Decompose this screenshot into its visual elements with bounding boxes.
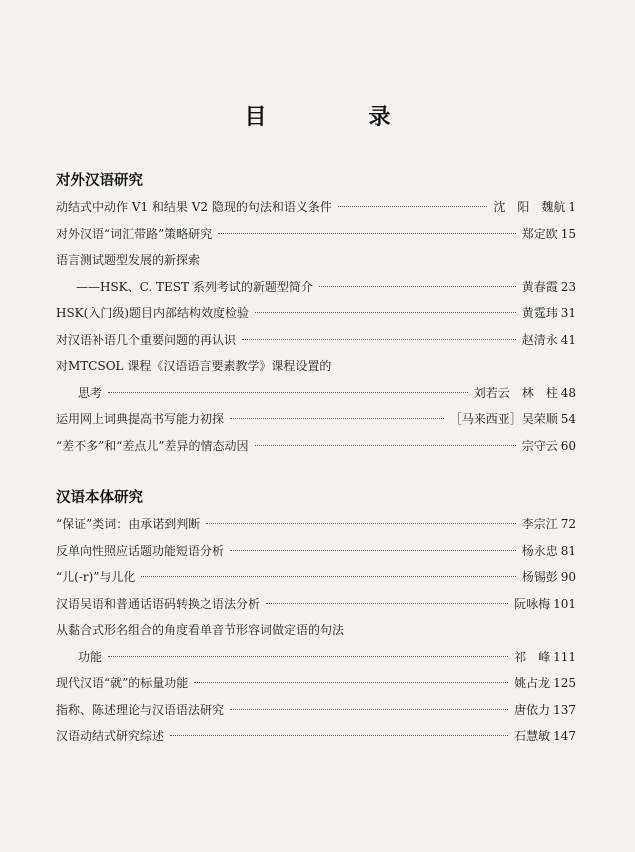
- dot-leader: [194, 682, 508, 683]
- dot-leader: [218, 233, 515, 234]
- entry-title: 指称、陈述理论与汉语语法研究: [56, 702, 225, 717]
- toc-entry-continuation[interactable]: [56, 380, 576, 407]
- section-heading: 对外汉语研究: [56, 173, 143, 189]
- dot-leader: [338, 206, 487, 207]
- entry-author: ［马来西亚］吴荣顺: [449, 412, 558, 426]
- entry-title: 现代汉语“就”的标量功能: [56, 676, 189, 690]
- toc-entry[interactable]: [56, 221, 576, 248]
- toc-entry[interactable]: [56, 670, 576, 697]
- entry-author: 郑定欧: [521, 226, 558, 241]
- entry-title: “差不多”和“差点儿”差异的情态动因: [56, 438, 249, 453]
- dot-leader: [108, 392, 468, 393]
- toc-entry[interactable]: [56, 697, 576, 724]
- entry-page: 81: [560, 543, 576, 558]
- entry-page: 48: [560, 385, 576, 400]
- entry-author: 黄霆玮: [521, 306, 558, 320]
- toc-entry[interactable]: [56, 194, 576, 221]
- dot-leader: [230, 418, 444, 419]
- toc-entry-first-line[interactable]: [56, 617, 576, 644]
- dot-leader: [206, 523, 515, 524]
- toc-entry[interactable]: [56, 723, 576, 750]
- entry-title: 对汉语补语几个重要问题的再认识: [56, 332, 237, 347]
- toc-entry[interactable]: [56, 564, 576, 591]
- entry-author: 李宗江: [521, 517, 558, 531]
- dot-leader: [108, 656, 508, 657]
- entry-page: 101: [553, 596, 576, 611]
- entry-title: 对外汉语“词汇带路”策略研究: [56, 226, 213, 241]
- entry-page: 15: [560, 226, 576, 241]
- dot-leader: [242, 339, 516, 340]
- entry-page: 111: [553, 649, 576, 664]
- toc-entry-first-line[interactable]: [56, 353, 576, 380]
- entry-title-continued: 功能: [78, 649, 103, 664]
- entry-title: 从黏合式形名组合的角度看单音节形容词做定语的句法: [56, 623, 345, 637]
- page-title: 目 录: [244, 105, 431, 130]
- entry-title: 语言测试题型发展的新探索: [56, 253, 201, 267]
- entry-title: 对MTCSOL 课程《汉语语言要素教学》课程设置的: [56, 359, 332, 373]
- entry-page: 72: [560, 517, 576, 531]
- entry-page: 1: [568, 200, 576, 214]
- dot-leader: [255, 445, 516, 446]
- entry-page: 41: [560, 332, 576, 347]
- entry-title-continued: 思考: [78, 385, 103, 400]
- entry-author: 杨永忠: [521, 543, 558, 558]
- dot-leader: [266, 603, 508, 604]
- entry-page: 125: [553, 676, 576, 690]
- dot-leader: [319, 286, 516, 287]
- entry-author: 刘若云 林 柱: [473, 385, 558, 400]
- entry-page: 23: [560, 279, 576, 294]
- entry-page: 90: [560, 570, 576, 584]
- entry-page: 54: [560, 412, 576, 426]
- toc-entry-first-line[interactable]: [56, 247, 576, 274]
- section-heading: 汉语本体研究: [56, 490, 143, 506]
- entry-page: 60: [560, 438, 576, 453]
- entry-page: 137: [553, 702, 576, 717]
- entry-subtitle: ——HSK、C. TEST 系列考试的新题型简介: [76, 279, 313, 294]
- entry-author: 杨锡彭: [521, 570, 558, 584]
- dot-leader: [230, 550, 516, 551]
- entry-author: 阮咏梅: [514, 596, 551, 611]
- entry-author: 石慧敏: [514, 729, 551, 743]
- entry-author: 姚占龙: [514, 676, 551, 690]
- entry-author: 赵清永: [521, 332, 558, 347]
- toc-entry-continuation[interactable]: [56, 274, 576, 301]
- entry-author: 唐依力: [514, 702, 551, 717]
- toc-entry[interactable]: [56, 433, 576, 460]
- dot-leader: [170, 735, 508, 736]
- entry-title: 汉语动结式研究综述: [56, 729, 165, 743]
- section-foreign-language-research: [56, 168, 576, 459]
- entry-author: 沈 阳 魏航: [493, 200, 566, 214]
- toc-entry[interactable]: [56, 406, 576, 433]
- entry-title: 汉语吴语和普通话语码转换之语法分析: [56, 596, 261, 611]
- dot-leader: [230, 709, 508, 710]
- entry-author: 黄春霞: [521, 279, 558, 294]
- entry-author: 祁 峰: [514, 649, 551, 664]
- toc-entry[interactable]: [56, 538, 576, 565]
- section-chinese-ontology-research: [56, 485, 576, 750]
- dot-leader: [141, 576, 515, 577]
- entry-author: 宗守云: [521, 438, 558, 453]
- entry-title: HSK(入门级)题目内部结构效度检验: [56, 306, 250, 320]
- entry-title: “儿(-r)”与儿化: [56, 570, 136, 584]
- entry-page: 147: [553, 729, 576, 743]
- entry-title: “保证”类词：由承诺到判断: [56, 517, 201, 531]
- toc-entry[interactable]: [56, 300, 576, 327]
- entry-title: 运用网上词典提高书写能力初探: [56, 412, 225, 426]
- dot-leader: [255, 312, 516, 313]
- toc-entry[interactable]: [56, 327, 576, 354]
- entry-page: 31: [560, 306, 576, 320]
- entry-title: 反单向性照应话题功能短语分析: [56, 543, 225, 558]
- entry-title: 动结式中动作 V1 和结果 V2 隐现的句法和语义条件: [56, 200, 332, 214]
- toc-entry[interactable]: [56, 591, 576, 618]
- toc-entry-continuation[interactable]: [56, 644, 576, 671]
- toc-entry[interactable]: [56, 511, 576, 538]
